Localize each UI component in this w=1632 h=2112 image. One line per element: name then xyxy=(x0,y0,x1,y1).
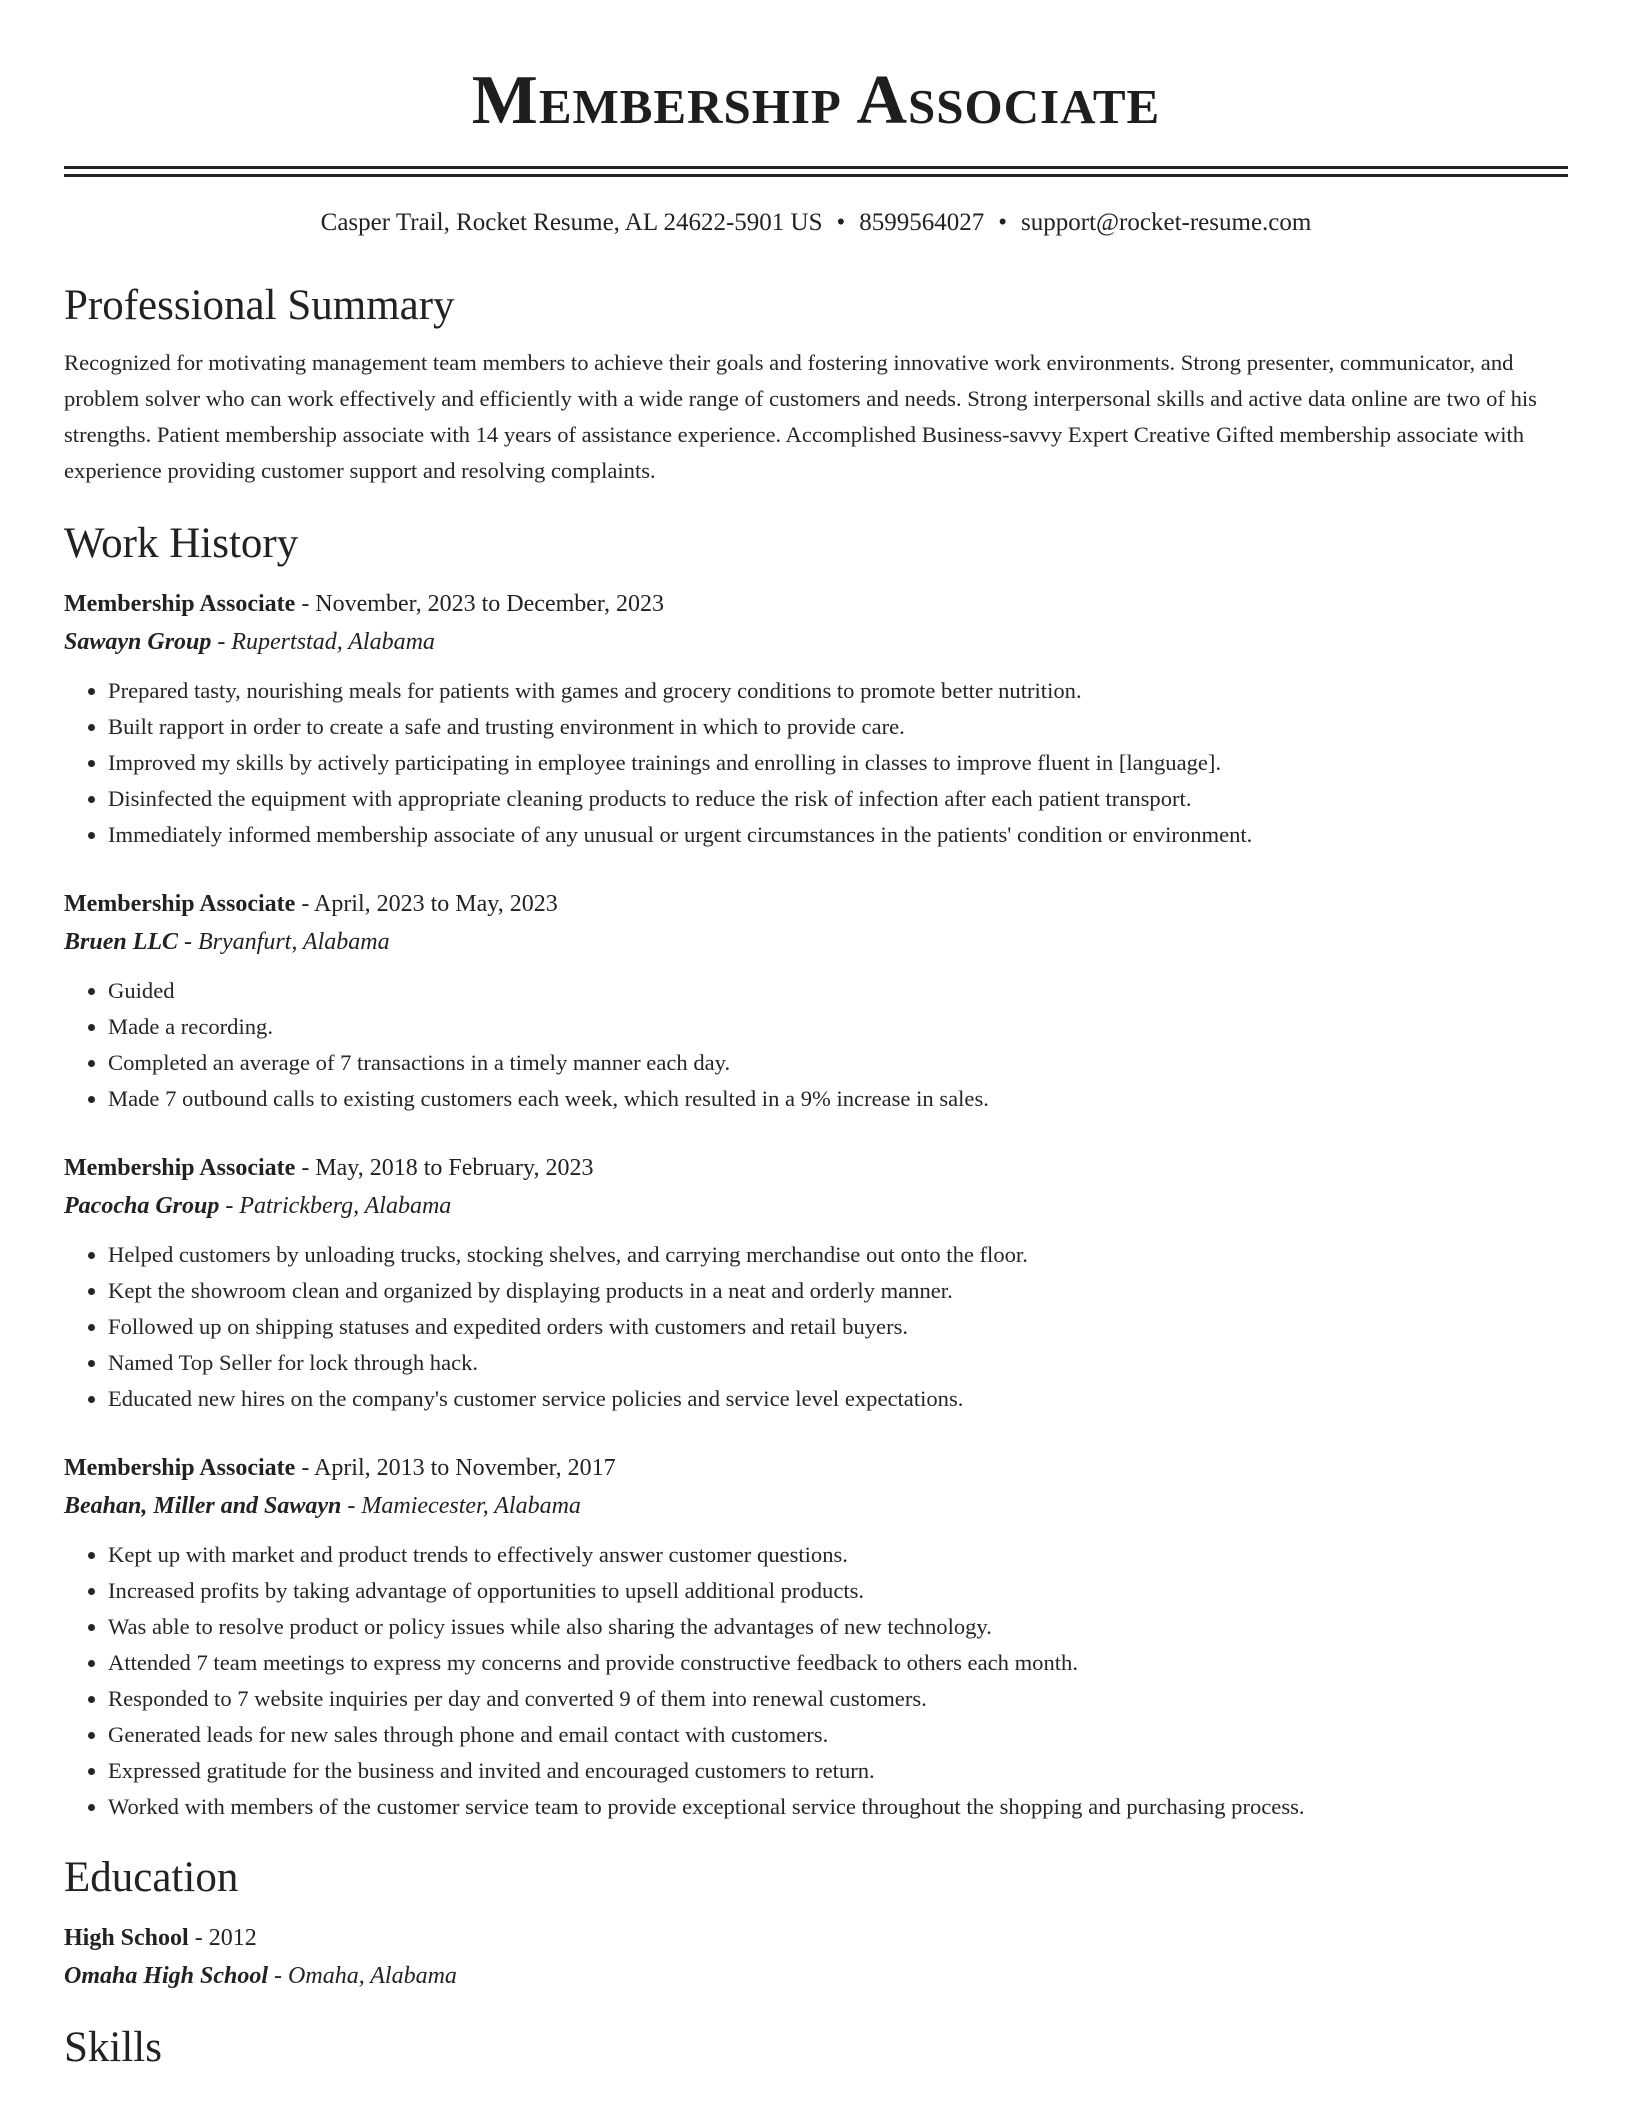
job-role: Membership Associate xyxy=(64,1455,296,1481)
job-company: Pacocha Group xyxy=(64,1193,220,1219)
education-heading: Education xyxy=(64,1854,239,1901)
job-entry xyxy=(64,1149,1568,1417)
education-year: - 2012 xyxy=(188,1925,257,1951)
header-double-rule xyxy=(64,166,1568,177)
job-bullet: • Followed up on shipping statuses and expedited orders with customers and retail buyers. xyxy=(108,1309,1568,1345)
contact-email: support@rocket-resume.com xyxy=(1021,209,1312,236)
job-bullet: • Kept the showroom clean and organized by displaying products in a neat and orderly manner. xyxy=(108,1273,1568,1309)
job-title-line xyxy=(64,585,1568,623)
job-bullet: • Immediately informed membership associate of any unusual or urgent circumstances in the patients' condition or environment. xyxy=(108,817,1568,853)
job-bullet: • Made 7 outbound calls to existing customers each week, which resulted in a 9% increase in sales. xyxy=(108,1081,1568,1117)
job-location: - Rupertstad, Alabama xyxy=(211,629,435,655)
job-bullet: • Guided xyxy=(108,973,1568,1009)
job-company: Sawayn Group xyxy=(64,629,212,655)
job-bullet: • Kept up with market and product trends to effectively answer customer questions. xyxy=(108,1537,1568,1573)
skills-heading: Skills xyxy=(64,2024,162,2071)
job-bullet: • Made a recording. xyxy=(108,1009,1568,1045)
job-bullet: • Attended 7 team meetings to express my concerns and provide constructive feedback to others each month. xyxy=(108,1645,1568,1681)
job-bullet: • Generated leads for new sales through phone and email contact with customers. xyxy=(108,1717,1568,1753)
job-bullet: • Improved my skills by actively participating in employee trainings and enrolling in classes to improve fluent in [language]. xyxy=(108,745,1568,781)
job-dates: - April, 2023 to May, 2023 xyxy=(295,891,558,917)
education-school-line xyxy=(64,1957,1568,1995)
job-entry xyxy=(64,1449,1568,1825)
job-bullet: • Built rapport in order to create a safe and trusting environment in which to provide care. xyxy=(108,709,1568,745)
job-bullets xyxy=(64,1237,1568,1417)
job-title-line xyxy=(64,1149,1568,1187)
contact-separator: • xyxy=(836,209,846,236)
job-bullet: • Prepared tasty, nourishing meals for patients with games and grocery conditions to promote better nutrition. xyxy=(108,673,1568,709)
job-company: Beahan, Miller and Sawayn xyxy=(64,1493,342,1519)
work-history-heading: Work History xyxy=(64,520,299,567)
job-location: - Mamiecester, Alabama xyxy=(341,1493,581,1519)
job-role: Membership Associate xyxy=(64,1155,296,1181)
job-bullet: • Responded to 7 website inquiries per day and converted 9 of them into renewal customers. xyxy=(108,1681,1568,1717)
education-school: Omaha High School xyxy=(64,1963,269,1989)
company-line xyxy=(64,1187,1568,1225)
job-entry xyxy=(64,585,1568,853)
contact-line xyxy=(64,207,1568,239)
contact-address: Casper Trail, Rocket Resume, AL 24622-5901 US xyxy=(320,209,823,236)
summary-text: Recognized for motivating management team members to achieve their goals and fostering innovative work environments. Strong presenter, communicator, and problem solver who can work effectively and efficiently with a wide range of customers and needs. Strong interpersonal skills and active data online are two of his strengths. Patient membership associate with 14 years of assistance experience. Accomplished Business-savvy Expert Creative Gifted membership associate with experience providing customer support and resolving complaints. xyxy=(64,350,1537,483)
candidate-name: Membership Associate xyxy=(471,62,1161,139)
job-dates: - April, 2013 to November, 2017 xyxy=(295,1455,616,1481)
job-bullet: • Completed an average of 7 transactions in a timely manner each day. xyxy=(108,1045,1568,1081)
job-bullet: • Was able to resolve product or policy issues while also sharing the advantages of new technology. xyxy=(108,1609,1568,1645)
contact-phone: 8599564027 xyxy=(859,209,985,236)
company-line xyxy=(64,623,1568,661)
education-location: - Omaha, Alabama xyxy=(268,1963,457,1989)
education-entry xyxy=(64,1919,1568,1995)
job-location: - Bryanfurt, Alabama xyxy=(178,929,390,955)
job-title-line xyxy=(64,1449,1568,1487)
job-bullets xyxy=(64,973,1568,1117)
job-bullet: • Helped customers by unloading trucks, stocking shelves, and carrying merchandise out onto the floor. xyxy=(108,1237,1568,1273)
job-bullet: • Named Top Seller for lock through hack. xyxy=(108,1345,1568,1381)
job-bullets xyxy=(64,673,1568,853)
job-bullet: • Disinfected the equipment with appropriate cleaning products to reduce the risk of infection after each patient transport. xyxy=(108,781,1568,817)
job-entry xyxy=(64,885,1568,1117)
company-line xyxy=(64,923,1568,961)
job-company: Bruen LLC xyxy=(64,929,179,955)
job-role: Membership Associate xyxy=(64,891,296,917)
job-title-line xyxy=(64,885,1568,923)
job-bullet: • Educated new hires on the company's customer service policies and service level expectations. xyxy=(108,1381,1568,1417)
resume-page xyxy=(64,0,1568,2075)
summary-heading: Professional Summary xyxy=(64,282,455,329)
job-dates: - May, 2018 to February, 2023 xyxy=(295,1155,594,1181)
job-bullet: • Worked with members of the customer service team to provide exceptional service throughout the shopping and purchasing process. xyxy=(108,1789,1568,1825)
job-bullets xyxy=(64,1537,1568,1825)
job-role: Membership Associate xyxy=(64,591,296,617)
education-degree-line xyxy=(64,1919,1568,1957)
job-dates: - November, 2023 to December, 2023 xyxy=(295,591,664,617)
job-bullet: • Expressed gratitude for the business and invited and encouraged customers to return. xyxy=(108,1753,1568,1789)
job-bullet: • Increased profits by taking advantage of opportunities to upsell additional products. xyxy=(108,1573,1568,1609)
education-degree: High School xyxy=(64,1925,189,1951)
company-line xyxy=(64,1487,1568,1525)
contact-separator: • xyxy=(998,209,1008,236)
job-location: - Patrickberg, Alabama xyxy=(219,1193,452,1219)
